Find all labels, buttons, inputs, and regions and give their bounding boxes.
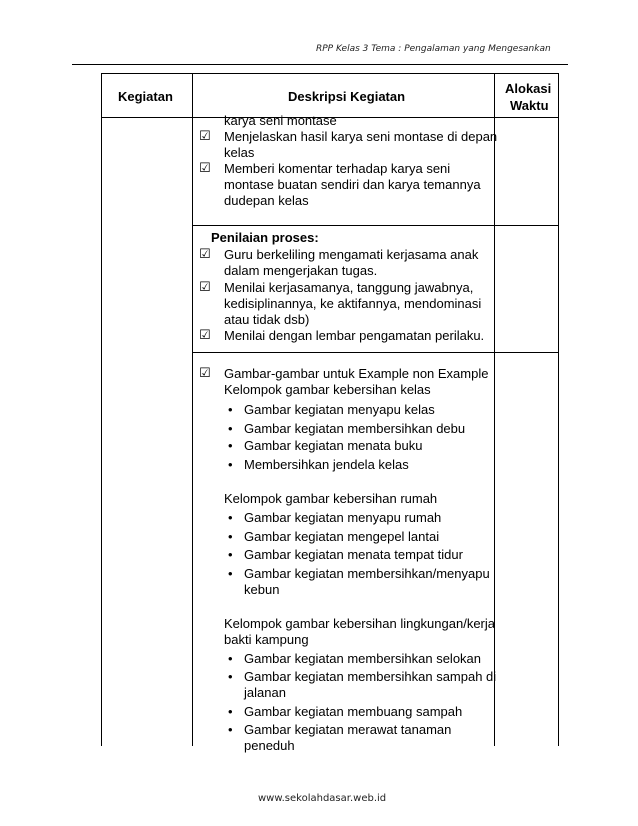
header-rule: [72, 64, 568, 65]
group-3-title: Kelompok gambar kebersihan lingkungan/kerja: [224, 616, 495, 631]
activity-item-1: Menjelaskan hasil karya seni montase di depan: [224, 129, 498, 144]
checked-box-icon: ☑: [199, 129, 211, 144]
group-2-item: Gambar kegiatan membersihkan/menyapu: [244, 566, 490, 581]
table-border-left: [101, 73, 102, 746]
bullet-icon: •: [228, 402, 233, 417]
group-3-item-cont: peneduh: [244, 738, 295, 753]
assessment-item-2-cont2: atau tidak dsb): [224, 312, 310, 327]
bullet-icon: •: [228, 669, 233, 684]
group-1-item: Gambar kegiatan menata buku: [244, 438, 423, 453]
checked-box-icon: ☑: [199, 366, 211, 381]
table-border-right: [558, 73, 559, 746]
group-3-item-cont: jalanan: [244, 685, 286, 700]
checked-box-icon: ☑: [199, 161, 211, 176]
activity-item-1-cont: kelas: [224, 145, 255, 160]
table-border-top: [101, 73, 559, 74]
row-divider-2: [192, 352, 559, 353]
bullet-icon: •: [228, 547, 233, 562]
bullet-icon: •: [228, 566, 233, 581]
checked-box-icon: ☑: [199, 280, 211, 295]
col-divider-1: [192, 73, 193, 746]
checked-box-icon: ☑: [199, 328, 211, 343]
bullet-icon: •: [228, 722, 233, 737]
assessment-item-2-cont1: kedisiplinannya, ke aktifannya, mendominasi: [224, 296, 482, 311]
group-2-title: Kelompok gambar kebersihan rumah: [224, 491, 438, 506]
assessment-item-2: Menilai kerjasamanya, tanggung jawabnya,: [224, 280, 474, 295]
group-1-item: Membersihkan jendela kelas: [244, 457, 409, 472]
group-3-item: Gambar kegiatan membersihkan selokan: [244, 651, 482, 666]
bullet-icon: •: [228, 704, 233, 719]
media-intro: Gambar-gambar untuk Example non Example: [224, 366, 489, 381]
activity-item-2: Memberi komentar terhadap karya seni: [224, 161, 451, 176]
group-3-item: Gambar kegiatan merawat tanaman: [244, 722, 452, 737]
page-footer: www.sekolahdasar.web.id: [258, 793, 387, 804]
running-header: RPP Kelas 3 Tema : Pengalaman yang Mengesankan: [316, 44, 551, 54]
assessment-item-1: Guru berkeliling mengamati kerjasama anak: [224, 247, 479, 262]
assessment-item-3: Menilai dengan lembar pengamatan perilaku.: [224, 328, 485, 343]
continued-line: karya seni montase: [224, 113, 337, 128]
group-3-item: Gambar kegiatan membuang sampah: [244, 704, 463, 719]
group-2-item: Gambar kegiatan menyapu rumah: [244, 510, 442, 525]
group-1-item: Gambar kegiatan menyapu kelas: [244, 402, 435, 417]
bullet-icon: •: [228, 438, 233, 453]
col-divider-2: [494, 73, 495, 746]
checked-box-icon: ☑: [199, 247, 211, 262]
bullet-icon: •: [228, 510, 233, 525]
header-kegiatan: Kegiatan: [118, 89, 173, 104]
row-divider-1: [192, 225, 559, 226]
assessment-title: Penilaian proses:: [211, 230, 319, 245]
group-2-item-cont: kebun: [244, 582, 280, 597]
bullet-icon: •: [228, 651, 233, 666]
bullet-icon: •: [228, 529, 233, 544]
bullet-icon: •: [228, 457, 233, 472]
group-1-item: Gambar kegiatan membersihkan debu: [244, 421, 466, 436]
group-3-title-cont: bakti kampung: [224, 632, 309, 647]
header-waktu: Waktu: [510, 98, 549, 113]
group-2-item: Gambar kegiatan menata tempat tidur: [244, 547, 463, 562]
assessment-item-1-cont: dalam mengerjakan tugas.: [224, 263, 378, 278]
bullet-icon: •: [228, 421, 233, 436]
header-alokasi: Alokasi: [505, 81, 552, 96]
group-3-item: Gambar kegiatan membersihkan sampah di: [244, 669, 497, 684]
header-deskripsi: Deskripsi Kegiatan: [288, 89, 406, 104]
group-2-item: Gambar kegiatan mengepel lantai: [244, 529, 440, 544]
group-1-title: Kelompok gambar kebersihan kelas: [224, 382, 431, 397]
activity-item-2-cont1: montase buatan sendiri dan karya temannya: [224, 177, 481, 192]
activity-item-2-cont2: dudepan kelas: [224, 193, 309, 208]
